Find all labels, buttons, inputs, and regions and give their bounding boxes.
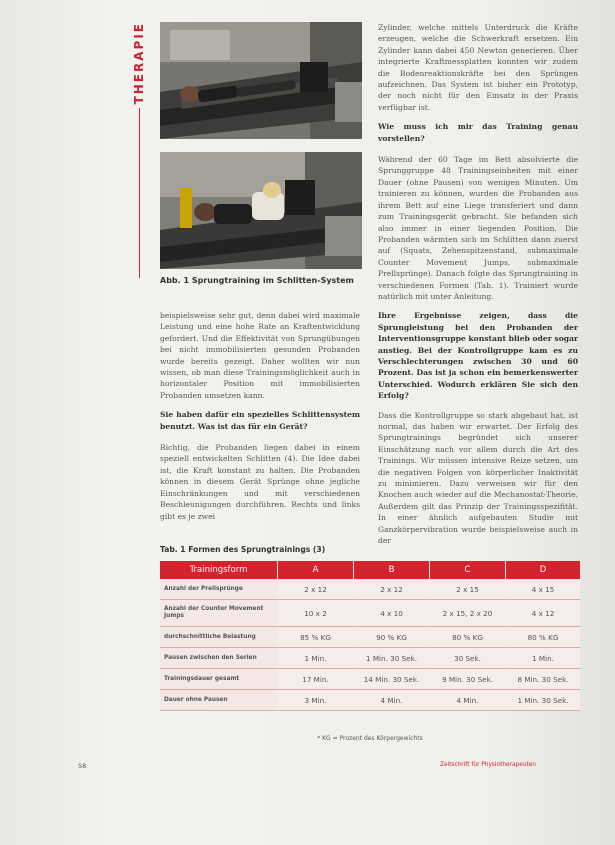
table-cell: 85 % KG	[278, 627, 354, 648]
table-cell: 80 % KG	[430, 627, 506, 648]
table-cell: 9 Min. 30 Sek.	[430, 669, 506, 690]
interview-question: Ihre Ergebnisse zeigen, dass die Sprungleistung bei den Probanden der Interventionsgruppe konstant blieb oder sogar anstieg. Bei der Kontrollgruppe kam es zu Verschlechterungen zwischen 30 und 60 Prozent. Das ist ja schon ein bemerkenswerter Unterschied. Wodurch erklären Sie sich den Erfolg?	[378, 311, 578, 401]
table-cell: 1 Min.	[278, 648, 354, 669]
right-column	[378, 22, 578, 554]
row-label: Dauer ohne Pausen	[160, 690, 278, 711]
table-cell: 1 Min. 30 Sek.	[506, 690, 580, 711]
interview-answer: Richtig, die Probanden liegen dabei in einem speziell entwickelten Schlitten (4). Die Idee dabei ist, die Kraft konstant zu halten. Die Probanden können in diesem Gerät Sprünge ohne jegliche Einschränkungen und mit verschiedenen Beschleunigungen durchführen. Rechts und links gibt es je zwei	[160, 443, 360, 521]
photo-sled-jumping	[160, 152, 362, 269]
table-row	[160, 627, 580, 648]
row-label: Anzahl der Prellsprünge	[160, 579, 278, 600]
left-column	[160, 310, 360, 530]
training-table	[160, 561, 580, 711]
table-header-cell: B	[354, 561, 430, 579]
table-row	[160, 648, 580, 669]
table-header-cell: C	[430, 561, 506, 579]
figure-caption: Abb. 1 Sprungtraining im Schlitten-System	[160, 276, 354, 285]
table-title: Tab. 1 Formen des Sprungtrainings (3)	[160, 545, 326, 554]
table-row	[160, 579, 580, 600]
page-number: 58	[78, 762, 87, 770]
right-paragraph-3: Dass die Kontrollgruppe so stark abgebaut hat, ist normal, das haben wir erwartet. Der Erfolg des Sprungtrainings begründet sich unserer Einschätzung nach vor allem durch die Art des Trainings. Wir müssen intensive Reize setzen, um die negativen Folgen von körperlicher Inaktivität zu minimieren. Dazu verweisen wir für den Knochen auch wieder auf die Mechanostat-Theorie. Außerdem gilt das Prinzip der Trainingsspezifität. In einer ähnlich aufgebauten Studie mit Ganzkörpervibration wurde beispielsweise auch in der	[378, 410, 578, 546]
left-intro-paragraph: beispielsweise sehr gut, denn dabei wird maximale Leistung und eine hohe Rate an Kraftentwicklung gefordert. Und die Effektivität von Sprungübungen bei nicht immobilisierten gesunden Probanden wurde bereits gezeigt. Daher wollten wir nun wissen, ob man diese Trainingsmöglichkeit auch in horizontaler Position mit immobilisierten Probanden umsetzen kann.	[160, 311, 360, 400]
table-header-cell: D	[506, 561, 580, 579]
table-row	[160, 690, 580, 711]
row-label: Trainingsdauer gesamt	[160, 669, 278, 690]
table-cell: 4 x 12	[506, 600, 580, 627]
section-label: THERAPIE	[132, 22, 146, 105]
table-cell: 10 x 2	[278, 600, 354, 627]
table-cell: 2 x 12	[278, 579, 354, 600]
table-cell: 2 x 15, 2 x 20	[430, 600, 506, 627]
right-paragraph-1: Zylinder, welche mittels Unterdruck die Kräfte erzeugen, welche die Schwerkraft ersetzen. Ein Zylinder kann dabei 450 Newton generieren. Über integrierte Kraftmessplatten konnten wir zudem die Bodenreaktionskräfte bei den Sprüngen aufzeichnen. Das System ist bisher ein Prototyp, der noch nicht für den Einsatz in der Praxis verfügbar ist.	[378, 23, 578, 112]
table-cell: 2 x 15	[430, 579, 506, 600]
table-cell: 4 Min.	[430, 690, 506, 711]
table-cell: 90 % KG	[354, 627, 430, 648]
photo-sled-lying	[160, 22, 362, 139]
table-header-row	[160, 561, 580, 579]
table-cell: 17 Min.	[278, 669, 354, 690]
row-label: Anzahl der Counter Movement Jumps	[160, 600, 278, 627]
table-footnote: * KG = Prozent des Körpergewichts	[317, 735, 423, 742]
table-cell: 4 Min.	[354, 690, 430, 711]
table-header-cell: Trainingsform	[160, 561, 278, 579]
table-cell: 4 x 15	[506, 579, 580, 600]
interview-question: Wie muss ich mir das Training genau vorstellen?	[378, 122, 578, 143]
table-cell: 1 Min. 30 Sek.	[354, 648, 430, 669]
table-cell: 4 x 10	[354, 600, 430, 627]
table-cell: 8 Min. 30 Sek.	[506, 669, 580, 690]
table-row	[160, 600, 580, 627]
table-row	[160, 669, 580, 690]
interview-question: Sie haben dafür ein spezielles Schlittensystem benutzt. Was ist das für ein Gerät?	[160, 410, 360, 431]
section-rule	[139, 108, 140, 278]
table-cell: 3 Min.	[278, 690, 354, 711]
row-label: Pausen zwischen den Serien	[160, 648, 278, 669]
table-cell: 14 Min. 30 Sek.	[354, 669, 430, 690]
row-label: durchschnittliche Belastung	[160, 627, 278, 648]
footer-brand: Zeitschrift für Physiotherapeuten	[440, 762, 536, 768]
table-cell: 80 % KG	[506, 627, 580, 648]
table-cell: 1 Min.	[506, 648, 580, 669]
table-header-cell: A	[278, 561, 354, 579]
table-cell: 30 Sek.	[430, 648, 506, 669]
table-cell: 2 x 12	[354, 579, 430, 600]
right-paragraph-2: Während der 60 Tage im Bett absolvierte die Sprunggruppe 48 Trainingseinheiten mit einer Dauer (ohne Pausen) von wenigen Minuten. Um trainieren zu können, wurden die Probanden aus ihrem Bett auf eine Liege transferiert und dann zum Trainingsgerät gebracht. Sie befanden sich also immer in einer liegenden Position. Die Probanden wärmten sich im Schlitten dann zuerst auf (Squats, Zehenspitzenstand, submaximale Counter Movement Jumps, submaximale Prellsprünge). Danach folgte das Sprungtraining in verschiedenen Formen (Tab. 1). Trainiert wurde natürlich mit unter Anleitung.	[378, 155, 578, 301]
